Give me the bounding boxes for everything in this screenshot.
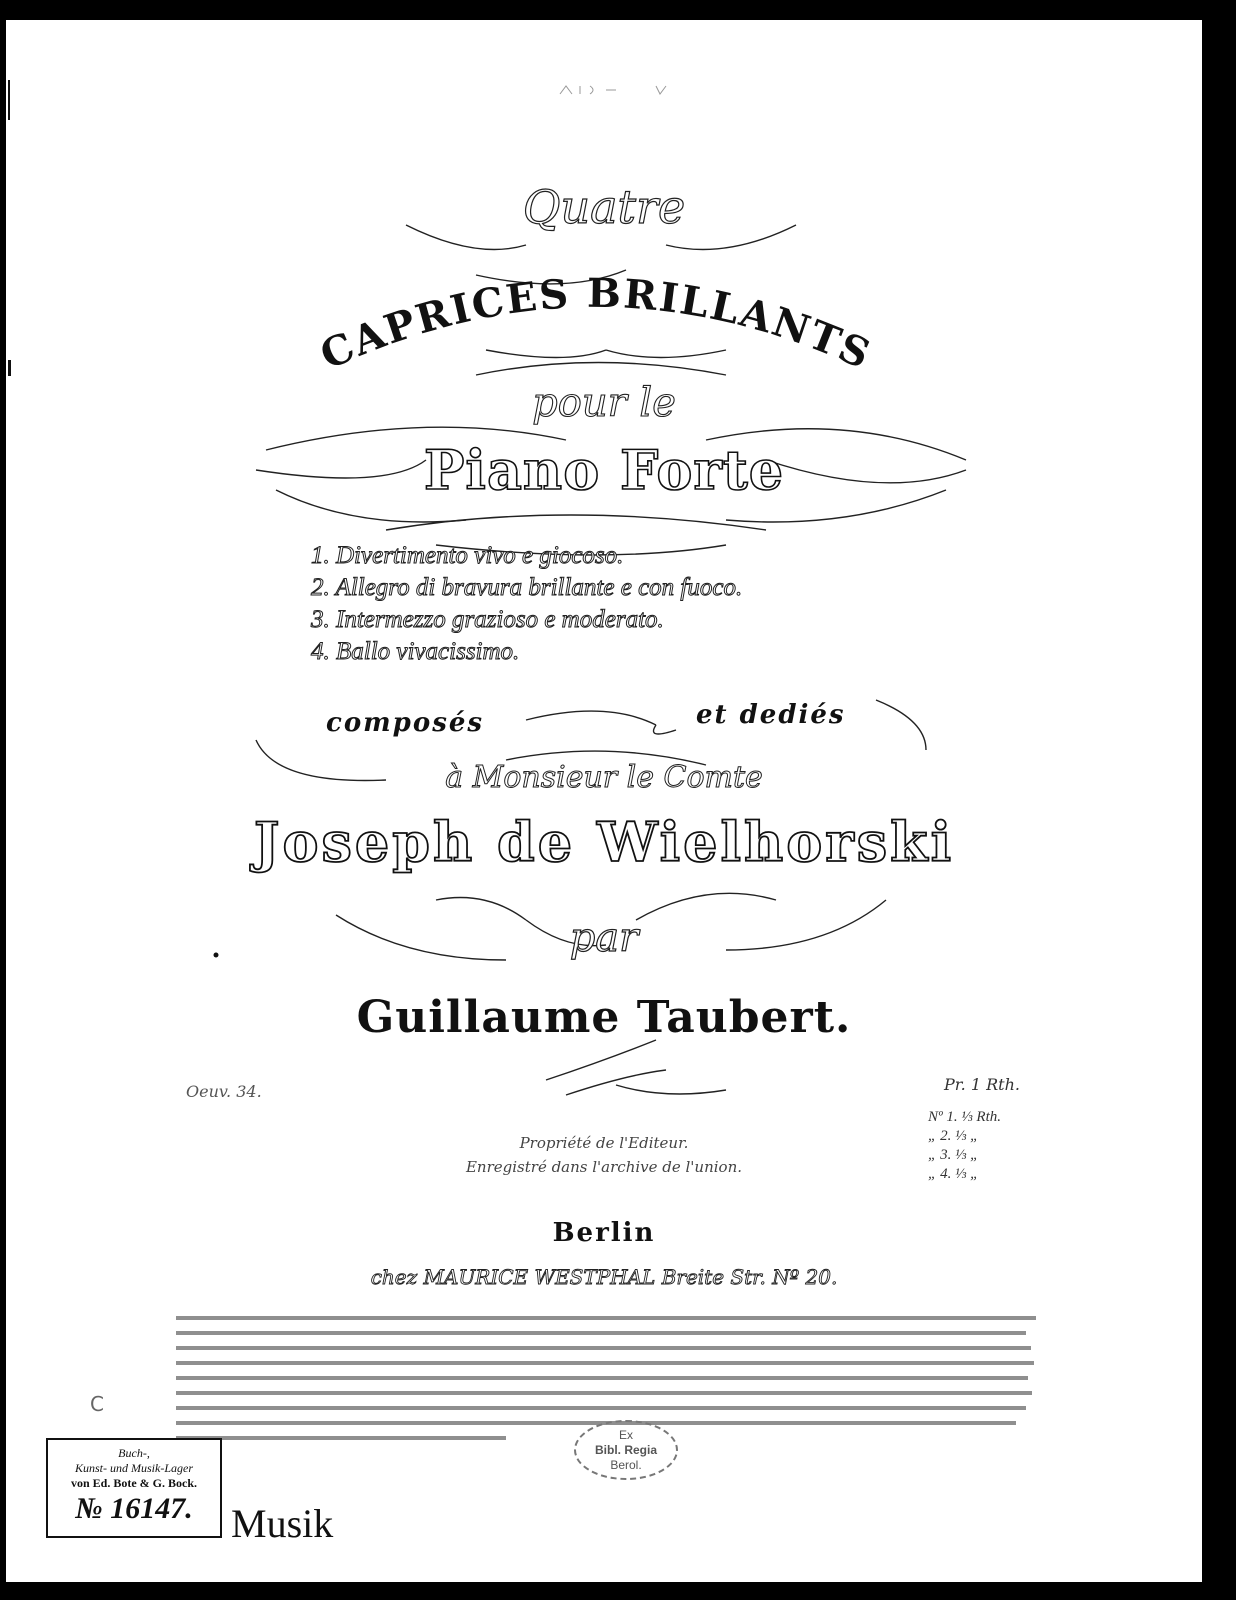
piece-list: [311, 542, 742, 670]
rights-line-1: Propriété de l'Editeur.: [519, 1134, 689, 1152]
faint-header-mark: [556, 82, 686, 98]
price-row: „ 4. ⅓ „: [928, 1166, 979, 1182]
main-title: [276, 258, 916, 388]
library-stamp-line: Berol.: [610, 1458, 642, 1472]
dedicatee-name: Joseph de Wielhorski: [253, 810, 955, 874]
piece-item: 3. Intermezzo grazioso e moderato.: [311, 606, 664, 633]
dealer-stamp-line: Kunst- und Musik-Lager: [75, 1461, 193, 1475]
composer-name: Guillaume Taubert.: [356, 992, 852, 1043]
margin-letter: C: [90, 1392, 104, 1416]
shelf-label: Musik: [231, 1501, 334, 1546]
label-composes: composés: [326, 708, 485, 738]
piece-item: 4. Ballo vivacissimo.: [311, 638, 520, 665]
price-row: Nº 1. ⅓ Rth.: [928, 1109, 1001, 1125]
piece-item: 2. Allegro di bravura brillante e con fuoco.: [311, 574, 743, 601]
dealer-stamp-number: № 16147.: [75, 1492, 193, 1525]
library-stamp: [574, 1420, 678, 1480]
publisher-address: chez MAURICE WESTPHAL Breite Str. Nº 20.: [370, 1265, 838, 1289]
library-stamp-line: Bibl. Regia: [594, 1443, 657, 1457]
label-par: par: [569, 915, 639, 961]
label-et-dedies: et dediés: [696, 700, 846, 730]
score-title-page: [6, 20, 1202, 1582]
library-stamp-line: Ex: [618, 1428, 633, 1442]
price-row: „ 3. ⅓ „: [928, 1147, 979, 1163]
title-instrument: Piano Forte: [423, 438, 785, 502]
piece-item: 1. Divertimento vivo e giocoso.: [311, 542, 624, 569]
dealer-stamp: [46, 1438, 222, 1538]
publisher-city: Berlin: [552, 1218, 656, 1248]
dealer-stamp-line: Buch-,: [118, 1446, 150, 1460]
svg-text:CAPRICES BRILLANTS: [313, 270, 878, 379]
main-title-text: CAPRICES BRILLANTS: [313, 269, 879, 379]
price-header: Pr. 1 Rth.: [944, 1075, 1020, 1094]
title-pour-le: pour le: [532, 380, 676, 426]
label-a-monsieur: à Monsieur le Comte: [445, 760, 763, 795]
dealer-stamp-line: von Ed. Bote & G. Bock.: [70, 1476, 197, 1490]
price-row: „ 2. ⅓ „: [928, 1128, 979, 1144]
opus-number: Oeuv. 34.: [186, 1082, 262, 1101]
rights-line-2: Enregistré dans l'archive de l'union.: [465, 1158, 743, 1176]
title-quatre: Quatre: [522, 180, 686, 234]
